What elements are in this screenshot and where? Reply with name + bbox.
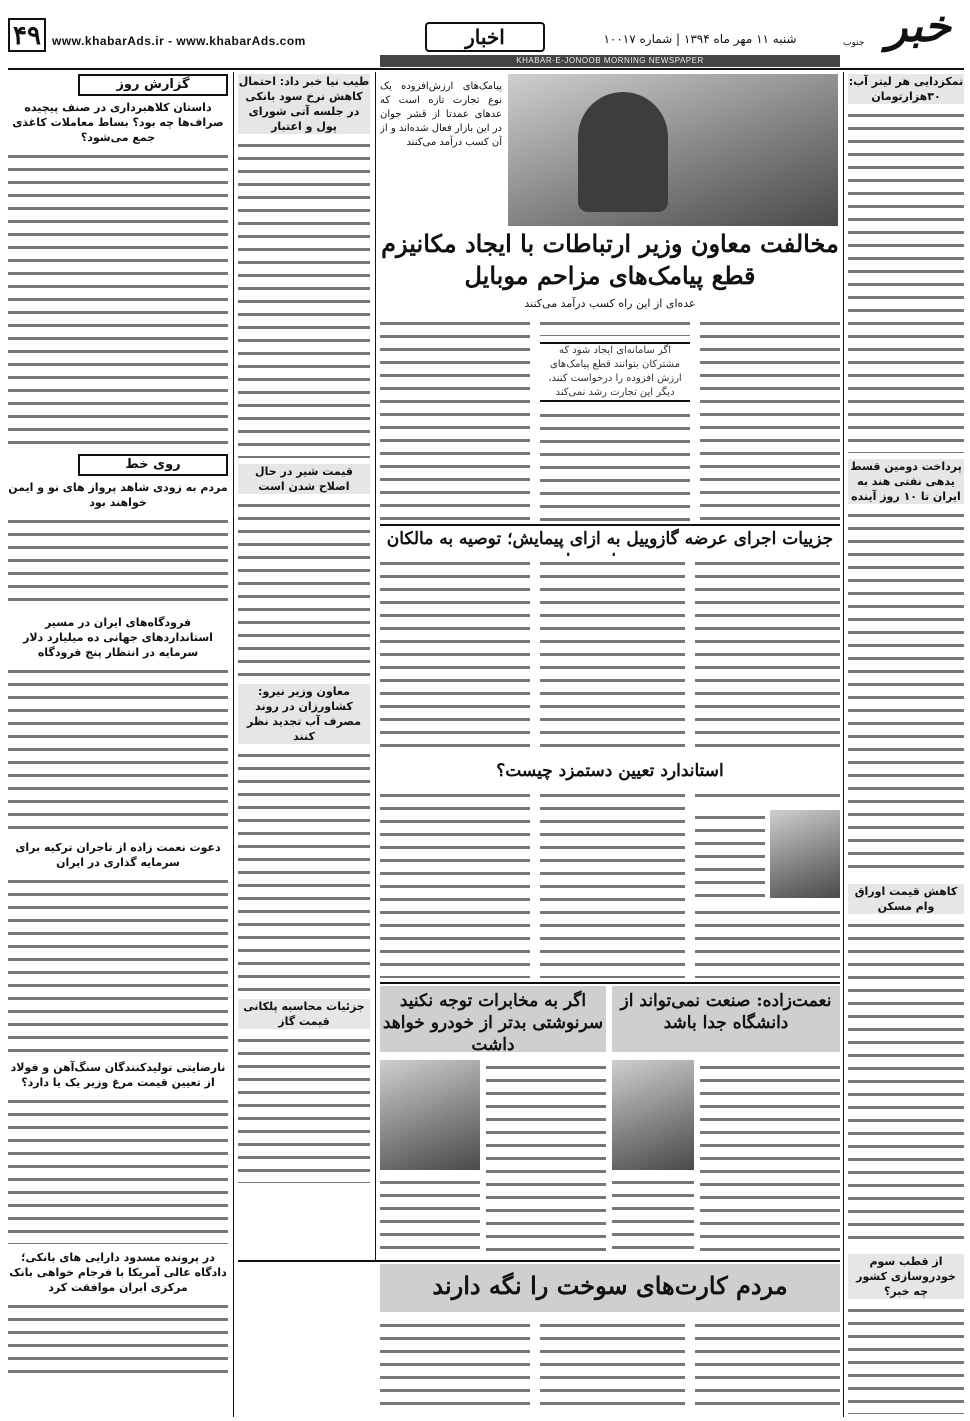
right-body-4 (848, 1303, 964, 1414)
report-body (8, 149, 228, 444)
english-banner: KHABAR-E-JONOOB MORNING NEWSPAPER (380, 55, 840, 67)
left-column (8, 74, 228, 1419)
right-headline-4: از قطب سوم خودروسازی کشور چه خبر؟ (848, 1254, 964, 1299)
gas-body-2 (540, 556, 685, 756)
standard-body-1a (695, 788, 840, 806)
roykhat-label: روی خط (78, 454, 228, 476)
middle-body-4 (238, 1033, 370, 1183)
dateline: شنبه ۱۱ مهر ماه ۱۳۹۴ | شماره ۱۰۰۱۷ (603, 32, 797, 46)
fuel-body-1 (695, 1318, 840, 1414)
standard-body-1c (695, 905, 840, 978)
fuel-body-2 (540, 1318, 685, 1414)
right-body-1 (848, 108, 964, 453)
column-divider-2 (375, 72, 376, 1262)
person-silhouette (578, 92, 668, 212)
main-body-col-3 (380, 316, 530, 521)
right-body-3 (848, 918, 964, 1248)
gas-body-1 (695, 556, 840, 756)
nematzadeh-photo (612, 1060, 694, 1170)
section-rule (380, 524, 840, 526)
middle-body-3 (238, 748, 370, 993)
main-kicker: عده‌ای از این راه کسب درآمد می‌کنند (524, 297, 696, 310)
right-headline-2: پرداخت دومین قسط یدهی نفتی هند به ایران تا ۱۰ روز آینده (848, 459, 964, 504)
column-divider-3 (233, 72, 234, 1417)
photo-caption: پیامک‌های ارزش‌افزوده یک نوع تجارت تازه است که عدهای عمدتا از قشر جوان در این بازار فعال شده‌اند و از آن کسب درآمد می‌کنند (380, 81, 502, 148)
main-body-col-2b (540, 408, 690, 521)
middle-body-2 (238, 498, 370, 678)
main-body-col-1 (700, 316, 840, 521)
middle-body-1 (238, 138, 370, 458)
report-label: گزارش روز (78, 74, 228, 96)
section-title: اخبار (425, 22, 545, 52)
standard-headline: استاندارد تعیین دستمزد چیست؟ (496, 761, 724, 781)
left-item-3-title: دعوت نعمت زاده از تاجران ترکیه برای سرمایه گذاری در ایران (15, 841, 221, 869)
gas-body-3 (380, 556, 530, 756)
header-rule (8, 68, 964, 70)
mokhaberat-headline: اگر به مخابرات توجه نکنید سرنوشتی بدتر از خودرو خواهد داشت (382, 991, 604, 1055)
logo-text: خبر (886, 1, 951, 52)
standard-body-3 (380, 788, 530, 978)
mokhaberat-body-2 (380, 1175, 480, 1255)
masthead (0, 0, 970, 65)
middle-headline-1: طیب نیا خبر داد: احتمال کاهش نرخ سود بانکی در جلسه آتی شورای پول و اعتبار (238, 75, 370, 133)
mokhaberat-body-1 (486, 1060, 606, 1255)
left-item-5-title: در پرونده مسدود دارایی های بانکی؛ دادگاه عالی آمریکا با فرجام خواهی بانک مرکزی ایران موافقت کرد (9, 1251, 227, 1294)
left-item-2-body (8, 664, 228, 834)
roykhat-body (8, 514, 228, 609)
report-title: داستان کلاهبرداری در صنف پیچیده صراف‌ها چه بود؟ بساط معاملات کاغذی جمع می‌شود؟ (12, 101, 224, 144)
nematzadeh-body-2 (612, 1175, 694, 1255)
section-rule-2 (380, 982, 840, 984)
main-headline: مخالفت معاون وزیر ارتباطات با ایجاد مکانیزم قطع پیامک‌های مزاحم موبایل (381, 229, 839, 290)
middle-column (238, 74, 370, 1419)
left-item-2-title: فرودگاه‌های ایران در مسیر استانداردهای جهانی ده میلیارد دلار سرمایه در انتظار پنج فرودگاه (23, 616, 213, 659)
left-item-4-body (8, 1094, 228, 1244)
newspaper-logo (843, 1, 965, 56)
logo-subtext: جنوب (843, 38, 865, 48)
middle-headline-2: قیمت شیر در حال اصلاح شدن است (238, 464, 370, 494)
right-headline-1: تمکزدایی هر لیتر آب: ۳۰هزارتومان (848, 75, 964, 103)
right-column (848, 74, 964, 1414)
left-item-4-title: نارضایتی تولیدکنندگان سنگ‌آهن و فولاد از تعیین قیمت مرغ وزیر یک یا دارد؟ (10, 1061, 226, 1089)
main-photo (508, 74, 838, 226)
page-number: ۴۹ (8, 18, 46, 52)
standard-body-1b (695, 810, 765, 900)
left-item-3-body (8, 874, 228, 1054)
right-headline-3: کاهش قیمت اوراق وام مسکن (848, 884, 964, 914)
fuel-headline: مردم کارت‌های سوخت را نگه دارند (432, 1271, 788, 1300)
mokhaberat-photo (380, 1060, 480, 1170)
middle-headline-4: جزئیات محاسبه پلکانی قیمت گاز (238, 999, 370, 1029)
website-links[interactable]: www.khabarAds.ir - www.khabarAds.com (52, 34, 306, 48)
wage-photo (770, 810, 840, 898)
nematzadeh-headline: نعمت‌زاده: صنعت نمی‌تواند از دانشگاه جدا باشد (620, 991, 832, 1033)
roykhat-title: مردم به زودی شاهد پرواز های نو و ایمن خواهند بود (8, 481, 228, 509)
right-body-2 (848, 508, 964, 878)
column-divider (843, 72, 844, 1417)
main-body-col-2a (540, 316, 690, 336)
nematzadeh-body-1 (700, 1060, 840, 1255)
middle-headline-3: معاون وزیر نیرو: کشاورزان در روند مصرف آب تجدید نظر کنند (238, 684, 370, 744)
fuel-body-3 (380, 1318, 530, 1414)
gas-headline: جزییات اجرای عرضه گازوییل به ازای پیمایش؛ توصیه به مالکان (386, 529, 834, 549)
left-item-5-body (8, 1299, 228, 1379)
standard-body-2 (540, 788, 685, 978)
pull-quote: اگر سامانه‌ای ایجاد شود که مشترکان بتوانند قطع پیامک‌های ارزش افزوده را درخواست کنند، دیگر این تجارت رشد نمی‌کند (540, 342, 690, 402)
